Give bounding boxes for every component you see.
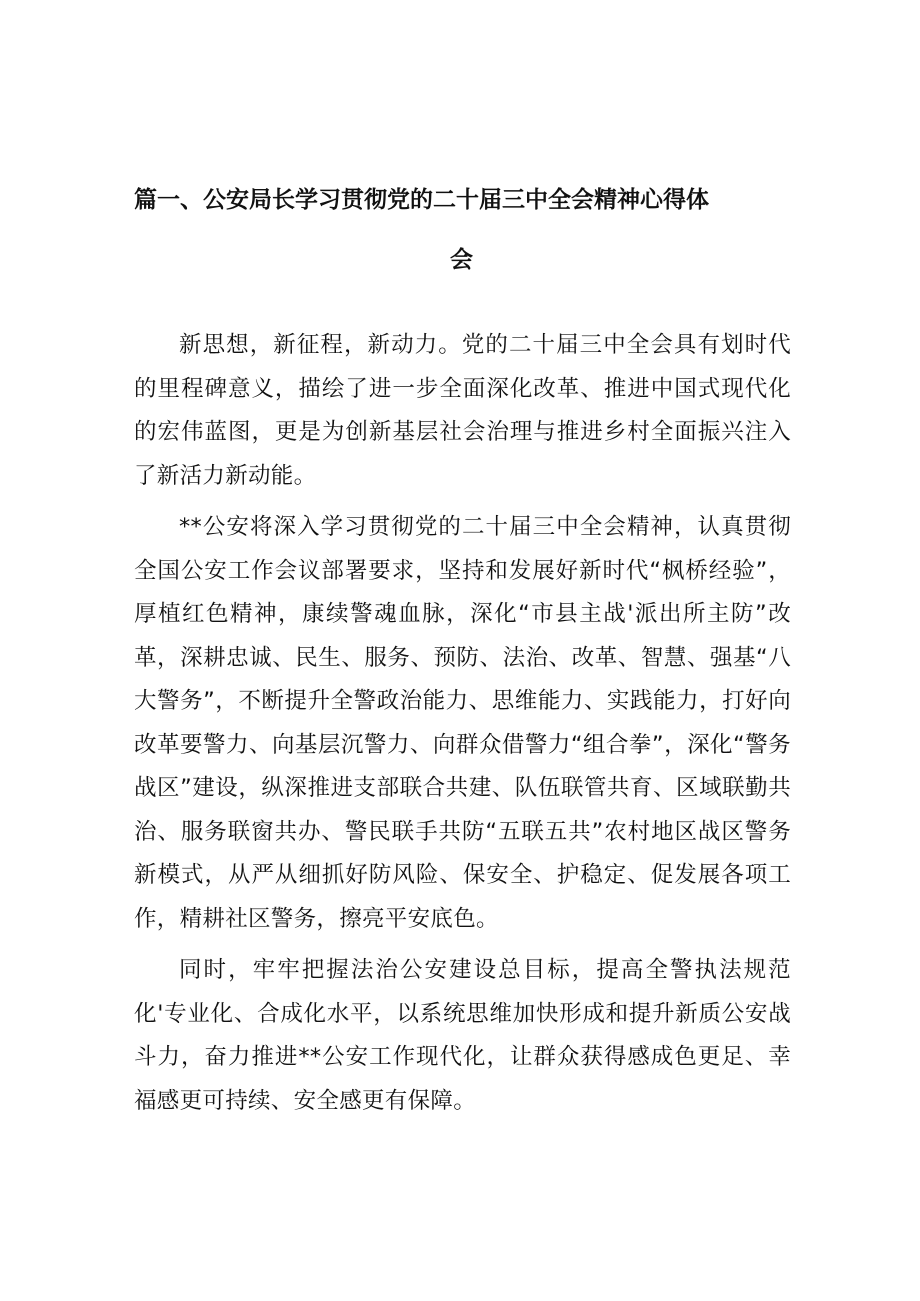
- paragraph-3: 同时，牢牢把握法治公安建设总目标，提高全警执法规范化'专业化、合成化水平，以系统思维加快形成和提升新质公安战斗力，奋力推进**公安工作现代化，让群众获得感成色更足、幸福感更可持续、安全感更有保障。: [134, 957, 791, 1114]
- paragraph-1: 新思想，新征程，新动力。党的二十届三中全会具有划时代的里程碑意义，描绘了进一步全面深化改革、推进中国式现代化的宏伟蓝图，更是为创新基层社会治理与推进乡村全面振兴注入了新活力新动能。: [134, 332, 791, 489]
- paragraph-2: **公安将深入学习贯彻党的二十届三中全会精神，认真贯彻全国公安工作会议部署要求，坚持和发展好新时代“枫桥经验”，厚植红色精神，康续警魂血脉，深化“市县主战'派出所主防”改革，深耕忠诚、民生、服务、预防、法治、改革、智慧、强基“八大警务”，不断提升全警政治能力、思维能力、实践能力，打好向改革要警力、向基层沉警力、向群众借警力“组合拳”，深化“警务战区”建设，纵深推进支部联合共建、队伍联管共育、区域联勤共治、服务联窗共办、警民联手共防“五联五共”农村地区战区警务新模式，从严从细抓好防风险、保安全、护稳定、促发展各项工作，精耕社区警务，擦亮平安底色。: [134, 514, 791, 932]
- title-line-2: 会: [450, 247, 473, 273]
- document-body: [134, 324, 791, 1131]
- title-line-1: 篇一、公安局长学习贯彻党的二十届三中全会精神心得体: [134, 187, 709, 213]
- document-title: [134, 170, 784, 290]
